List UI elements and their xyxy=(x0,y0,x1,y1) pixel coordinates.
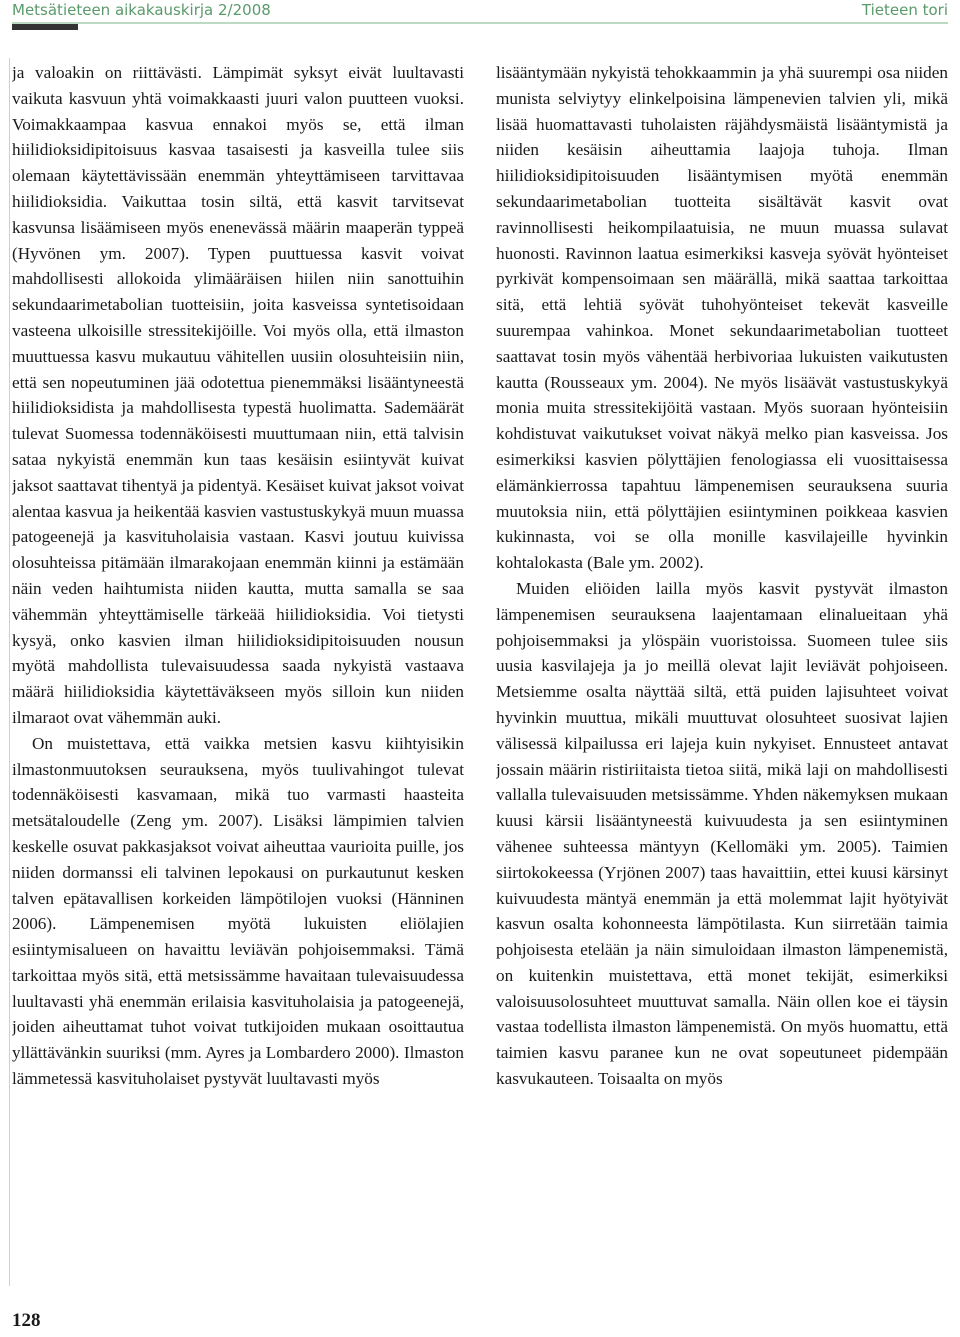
margin-rule xyxy=(9,58,10,1286)
journal-title: Metsätieteen aikakauskirja 2/2008 xyxy=(12,1,271,19)
paragraph: ja valoakin on riittävästi. Lämpimät syksyt eivät luultavasti vaikuta kasvuun yhtä voimakkaasti juuri valon puutteen vuoksi. Voimakkaampaa kasvua ennakoi myös se, että ilman hiilidioksidipitoisuus kasvaa tasaisesti ja kasveilla tulee siis olemaan käytettävissään enemmän yhteyttämiseen tarvittavaa hiilidioksidia. Vaikuttaa tosin siltä, että kasvit tarvitsevat kasvunsa lisäämiseen myös enenevässä määrin maaperän typpeä (Hyvönen ym. 2007). Typen puuttuessa kasvit voivat mahdollisesti allokoida ylimääräisen hiilen niin sanottuihin sekundaarimetabolian tuotteisiin, joita kasveissa syntetisoidaan vasteena ulkoisille stressitekijöille. Voi myös olla, että ilmaston muuttuessa kasvu mukautuu vähitellen uusiin olosuhteisiin niin, että sen nopeutuminen jää odotettua pienemmäksi lisääntyneestä hiilidioksidista ja mahdollisesta typestä huolimatta. Sademäärät tulevat Suomessa todennäköisesti muuttumaan niin, että talvisin sataa nykyistä enemmän kun taas kesäisin esiintyvät kuivat jaksot saattavat tihentyä ja pidentyä. Kesäiset kuivat jaksot voivat alentaa kasvua ja heikentää kasvien vastustuskykyä muun muassa patogeenejä ja kasvituholaisia vastaan. Kasvi joutuu kuivissa olosuhteissa pitämään ilmarakojaan enemmän kiinni ja estämään näin veden haihtumista niiden kautta, mutta samalla se saa vähemmän yhteyttämiselle tärkeää hiilidioksidia. Voi tietysti kysyä, onko kasvien ilman hiilidioksidipitoisuuden nousun myötä mahdollista tulevaisuudessa saada nykyistä vastaava määrä hiilidioksidia käytettäväkseen myös silloin kun niiden ilmaraot ovat vähemmän auki. xyxy=(12,63,464,727)
header-accent-bar xyxy=(12,24,78,30)
page-number: 128 xyxy=(12,1310,41,1331)
paragraph: On muistettava, että vaikka metsien kasvu kiihtyisikin ilmastonmuutoksen seurauksena, myös tuulivahingot tulevat todennäköisesti kasvamaan, mikä tuo varmasti haasteita metsätaloudelle (Zeng ym. 2007). Lisäksi lämpimien talvien keskelle osuvat pakkasjaksot voivat aiheuttaa vaurioita puille, jos niiden dormanssi eli talvinen lepokausi on purkautunut kesken talven epätavallisen korkeiden lämpötilojen vuoksi (Hänninen 2006). Lämpenemisen myötä lukuisten eliölajien esiintymisalueen on havaittu leviävän pohjoisemmaksi. Tämä tarkoittaa myös sitä, että metsissämme havaitaan tulevaisuudessa luultavasti yhä enemmän erilaisia kasvituholaisia ja patogeenejä, joiden aiheuttamat tuhot voivat tutkijoiden mukaan osoittautua yllättävänkin suuriksi (mm. Ayres ja Lombardero 2000). Ilmaston lämmetessä kasvituholaiset pystyvät luultavasti myös xyxy=(12,733,464,1089)
header-rule xyxy=(12,22,948,24)
running-header xyxy=(0,0,960,20)
left-column xyxy=(12,60,464,1292)
section-title: Tieteen tori xyxy=(861,1,948,19)
right-column xyxy=(496,60,948,1292)
paragraph: Muiden eliöiden lailla myös kasvit pystyvät ilmaston lämpenemisen seurauksena laajentamaan elinalueitaan yhä pohjoisemmaksi ja ylöspäin vuoristoissa. Suomeen tulee siis uusia kasvilajeja ja jo meillä olevat lajit leviävät pohjoiseen. Metsiemme osalta näyttää siltä, että puiden lajisuhteet voivat hyvinkin muuttua, mikäli muuttuvat olosuhteet suosivat lajien välisessä kilpailussa eri lajeja kuin nykyiset. Ennusteet antavat jossain määrin ristiriitaista tietoa siitä, mikä laji on mahdollisesti vallalla tulevaisuuden metsissämme. Yhden näkemyksen mukaan kuusi kärsii lisääntyneestä kuivuudesta ja sen esiintyminen vähenee suhteessa mäntyyn (Kellomäki ym. 2005). Taimien siirtokokeessa (Yrjönen 2007) taas havaittiin, ettei kuusi kärsinyt kuivuudesta mäntyä enemmän ja että molemmat lajit hyötyivät kasvun osalta kohonneesta lämpötilasta. Kun siirretään taimia pohjoisesta etelään ja näin simuloidaan ilmaston lämpenemistä, on kuitenkin muistettava, että monet tekijät, esimerkiksi valoisuusolosuhteet muuttuvat samalla. Näin ollen koe ei täysin vastaa todellista ilmaston lämpenemistä. On myös huomattu, että taimien kasvu paranee kun ne ovat sopeutuneet pidempään kasvukauteen. Toisaalta on myös xyxy=(496,578,948,1089)
paragraph: lisääntymään nykyistä tehokkaammin ja yhä suurempi osa niiden munista selviytyy elinkelpoisina lämpenevien talvien yli, mikä lisää huomattavasti tuholaisten räjähdysmäistä lisääntymistä ja niiden kesäisin aiheuttamia laajoja tuhoja. Ilman hiilidioksidipitoisuuden lisääntymisen myötä enemmän sekundaarimetabolian tuotteita sisältävät kasvit ovat ravinnollisesti heikompilaatuisia, ne muun muassa sulavat huonosti. Ravinnon laatua esimerkiksi kasveja syövät hyönteiset pyrkivät kompensoimaan sen määrällä, mikä saattaa tarkoittaa sitä, että lehtiä syövät tuhohyönteiset tekevät kasveille suurempaa vahinkoa. Monet sekundaarimetabolian tuotteet saattavat tosin myös vähentää herbivoriaa lukuisten vaikutusten kautta (Rousseaux ym. 2004). Ne myös lisäävät vastustuskykyä monia muita stressitekijöitä vastaan. Myös suoraan hyönteisiin kohdistuvat vaikutukset voivat näkyä melko pian kasveissa. Jos esimerkiksi kasvien pölyttäjien fenologiassa eli vuosittaisessa elämänkierrossa tapahtuu lämpenemisen seurauksena suuria muutoksia niin, että pölyttäjien esiintyminen poikkeaa kasvien kukinnasta, voi se olla monille kasvilajeille hyvinkin kohtalokasta (Bale ym. 2002). xyxy=(496,63,948,573)
